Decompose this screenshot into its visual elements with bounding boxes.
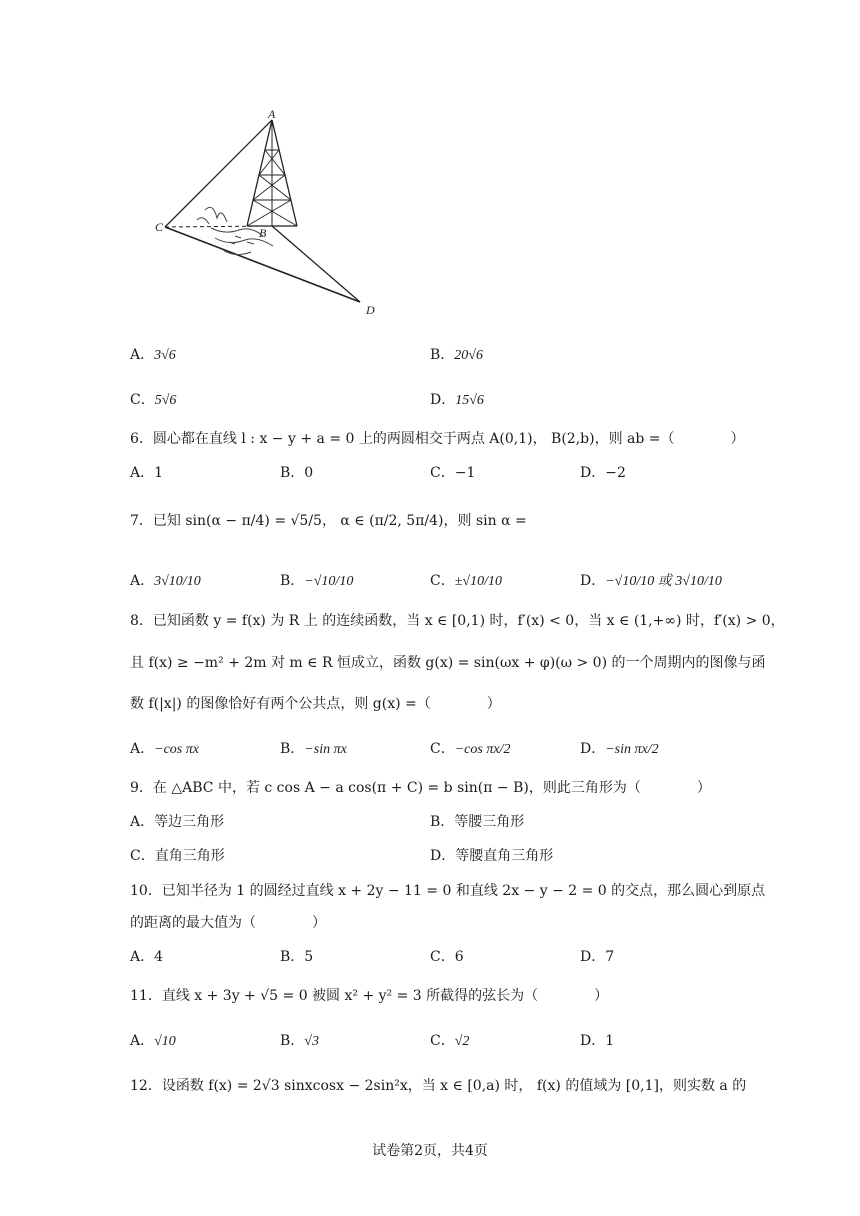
q8-stem-line-1: 8．已知函数 y = f(x) 为 R 上 的连续函数，当 x ∈ [0,1) 时，f′(x) < 0，当 x ∈ (1,+∞) 时，f′(x) > 0， bbox=[130, 613, 785, 629]
q6-option-d[interactable]: D．−2 bbox=[580, 465, 626, 481]
q11-option-d[interactable]: D．1 bbox=[580, 1033, 615, 1049]
q6-option-c[interactable]: C．−1 bbox=[430, 465, 476, 481]
label-c: C bbox=[155, 220, 164, 234]
q5-option-b[interactable]: B．20√6 bbox=[430, 347, 483, 363]
q8-option-b[interactable]: B．−sin πx bbox=[280, 741, 347, 757]
tower-figure bbox=[155, 110, 395, 325]
q7-option-d[interactable]: D．−√10/10 或 3√10/10 bbox=[580, 573, 722, 589]
q5-option-c[interactable]: C．5√6 bbox=[130, 392, 177, 408]
q11-stem: 11．直线 x + 3y + √5 = 0 被圆 x² + y² = 3 所截得的弦长为（ ） bbox=[130, 988, 609, 1004]
q8-option-a[interactable]: A．−cos πx bbox=[130, 741, 199, 757]
q9-option-a[interactable]: A．等边三角形 bbox=[130, 814, 225, 830]
q12-stem: 12．设函数 f(x) = 2√3 sinxcosx − 2sin²x，当 x ∈ [0,a) 时， f(x) 的值域为 [0,1]，则实数 a 的 bbox=[130, 1078, 747, 1094]
tower-diagram bbox=[155, 110, 395, 325]
q10-stem-line-1: 10．已知半径为 1 的圆经过直线 x + 2y − 11 = 0 和直线 2x − y − 2 = 0 的交点，那么圆心到原点 bbox=[130, 883, 766, 899]
q5-option-a[interactable]: A．3√6 bbox=[130, 347, 176, 363]
label-d: D bbox=[366, 303, 375, 317]
q8-stem-line-3: 数 f(|x|) 的图像恰好有两个公共点，则 g(x) =（ ） bbox=[130, 696, 501, 712]
q11-option-b[interactable]: B．√3 bbox=[280, 1033, 319, 1049]
q11-option-c[interactable]: C．√2 bbox=[430, 1033, 470, 1049]
q10-option-c[interactable]: C．6 bbox=[430, 949, 464, 965]
q7-option-b[interactable]: B．−√10/10 bbox=[280, 573, 354, 589]
q7-option-c[interactable]: C．±√10/10 bbox=[430, 573, 502, 589]
page-footer: 试卷第2页，共4页 bbox=[372, 1143, 488, 1159]
q6-option-b[interactable]: B．0 bbox=[280, 465, 314, 481]
q8-option-c[interactable]: C．−cos πx/2 bbox=[430, 741, 511, 757]
q8-option-d[interactable]: D．−sin πx/2 bbox=[580, 741, 659, 757]
label-a: A bbox=[268, 110, 276, 121]
q7-option-a[interactable]: A．3√10/10 bbox=[130, 573, 201, 589]
q6-stem: 6．圆心都在直线 l : x − y + a = 0 上的两圆相交于两点 A(0,1)， B(2,b)，则 ab =（ ） bbox=[130, 431, 745, 447]
q9-option-d[interactable]: D．等腰直角三角形 bbox=[430, 848, 554, 864]
q9-stem: 9．在 △ABC 中，若 c cos A − a cos(π + C) = b sin(π − B)，则此三角形为（ ） bbox=[130, 780, 711, 796]
q8-stem-line-2: 且 f(x) ≥ −m² + 2m 对 m ∈ R 恒成立，函数 g(x) = sin(ωx + φ)(ω > 0) 的一个周期内的图像与函 bbox=[130, 655, 766, 671]
q10-option-a[interactable]: A．4 bbox=[130, 949, 164, 965]
q10-option-d[interactable]: D．7 bbox=[580, 949, 615, 965]
q10-stem-line-2: 的距离的最大值为（ ） bbox=[130, 915, 326, 931]
q7-stem: 7．已知 sin(α − π/4) = √5/5， α ∈ (π/2, 5π/4)，则 sin α = bbox=[130, 513, 527, 529]
q10-option-b[interactable]: B．5 bbox=[280, 949, 314, 965]
q9-option-c[interactable]: C．直角三角形 bbox=[130, 848, 225, 864]
q6-option-a[interactable]: A．1 bbox=[130, 465, 164, 481]
label-b: B bbox=[259, 226, 267, 240]
q11-option-a[interactable]: A．√10 bbox=[130, 1033, 176, 1049]
q5-option-d[interactable]: D．15√6 bbox=[430, 392, 484, 408]
q9-option-b[interactable]: B．等腰三角形 bbox=[430, 814, 525, 830]
